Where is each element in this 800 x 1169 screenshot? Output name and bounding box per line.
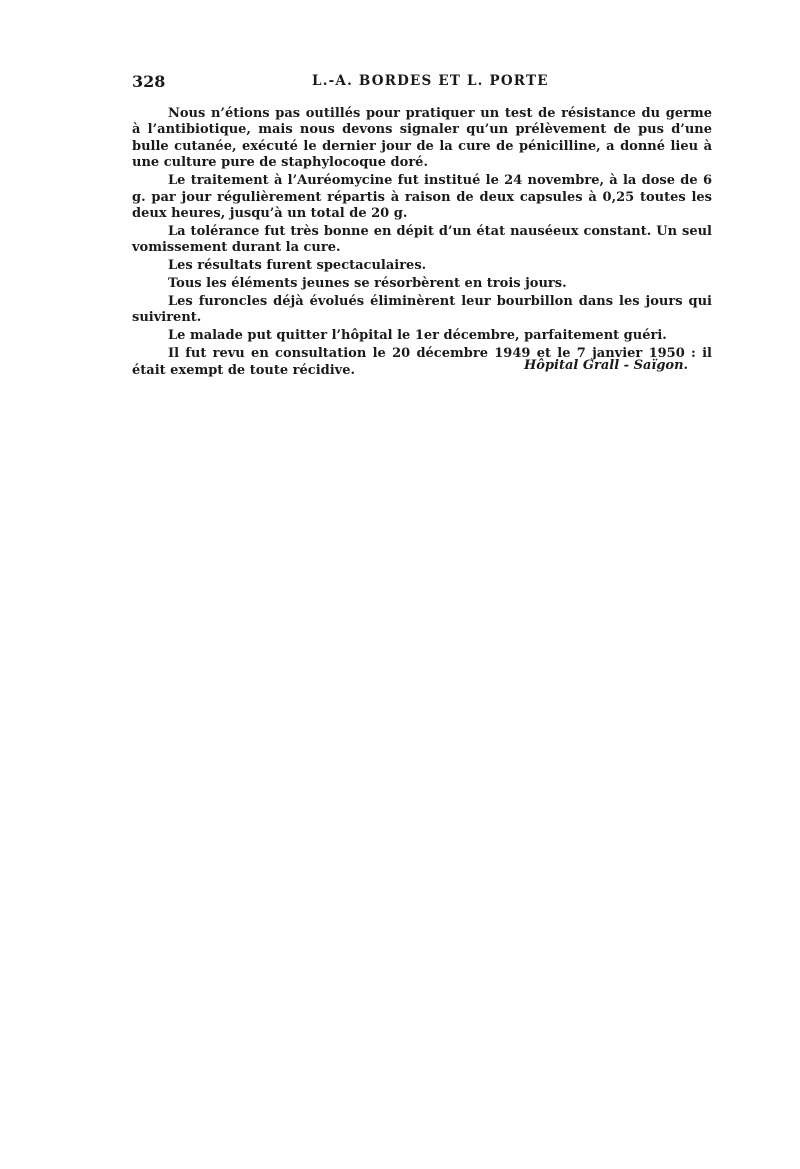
signature-institution: Hôpital Grall - Saïgon. xyxy=(524,358,689,373)
page-header xyxy=(132,72,712,92)
paragraph-treatment: Le traitement à l’Auréomycine fut institué le 24 novembre, à la dose de 6 g. par jour régulièrement répartis à raison de deux capsules à 0,25 toutes les deux heures, jusqu’à un total de 20 g. xyxy=(132,173,712,221)
paragraph-young-elements: Tous les éléments jeunes se résorbèrent en trois jours. xyxy=(168,276,567,292)
running-head: L.-A. BORDES ET L. PORTE xyxy=(312,73,549,89)
paragraph-antibiotic-test: Nous n’étions pas outillés pour pratiquer un test de résistance du germe à l’antibiotique, mais nous devons signaler qu’un prélèvement de pus d’une bulle cutanée, exécuté le dernier jour de la cure de pénicilline, a donné lieu à une culture pure de staphylocoque doré. xyxy=(132,106,712,171)
paragraph-tolerance: La tolérance fut très bonne en dépit d’un état nauséeux constant. Un seul vomissement durant la cure. xyxy=(132,223,712,256)
paragraph-discharge: Le malade put quitter l’hôpital le 1er décembre, parfaitement guéri. xyxy=(168,328,667,344)
paragraph-results: Les résultats furent spectaculaires. xyxy=(168,258,427,274)
paragraph-follow-up: Il fut revu en consultation le 20 décembre 1949 et le 7 janvier 1950 : il était exempt de toute récidive. xyxy=(132,346,712,378)
body-text xyxy=(132,106,712,381)
paragraph-furuncles: Les furoncles déjà évolués éliminèrent leur bourbillon dans les jours qui suivirent. xyxy=(132,293,712,326)
page-number: 328 xyxy=(132,72,166,91)
